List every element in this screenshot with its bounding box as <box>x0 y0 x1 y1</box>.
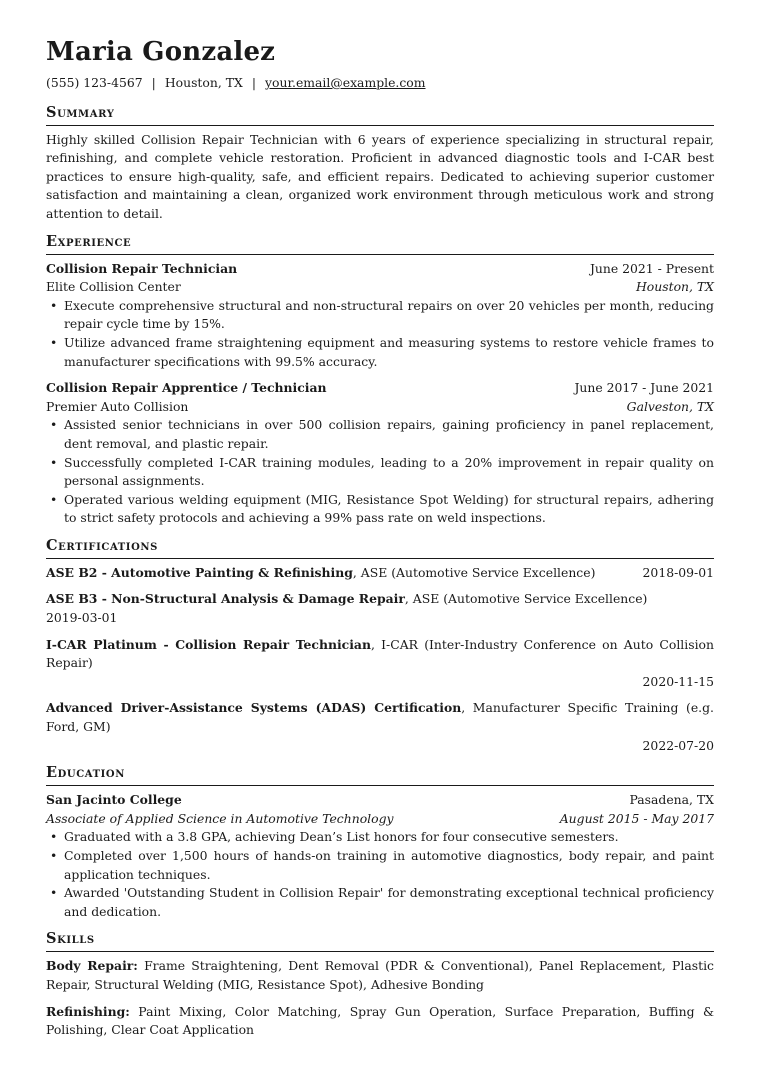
job-company: Premier Auto Collision <box>46 398 189 414</box>
job-entry <box>46 379 714 528</box>
education-dates: August 2015 - May 2017 <box>559 810 714 826</box>
job-dates: June 2021 - Present <box>589 260 714 276</box>
cert-name: Advanced Driver-Assistance Systems (ADAS) Certification <box>46 700 462 716</box>
cert-date: 2018-09-01 <box>642 564 714 580</box>
job-role: Collision Repair Apprentice / Technician <box>46 380 327 396</box>
job-location: Houston, TX <box>636 279 714 295</box>
cert-name: I-CAR Platinum - Collision Repair Technician <box>46 636 371 652</box>
section-title-certifications: Certifications <box>46 536 714 559</box>
cert-name: ASE B2 - Automotive Painting & Refinishing <box>46 564 353 580</box>
job-bullets <box>46 297 714 371</box>
cert-issuer: , I-CAR (Inter-Industry Conference on Auto Collision Repair) <box>46 636 714 671</box>
job-dates: June 2017 - June 2021 <box>574 380 714 396</box>
separator: | <box>251 75 257 90</box>
phone: (555) 123-4567 <box>46 75 143 90</box>
bullet-item: • Successfully completed I-CAR training modules, leading to a 20% improvement in repair quality on personal assignments. <box>64 454 714 491</box>
contact-line <box>46 74 714 93</box>
skill-label: Refinishing: <box>46 1003 130 1019</box>
skill-group <box>46 1003 714 1040</box>
degree: Associate of Applied Science in Automotive Technology <box>46 810 394 826</box>
certification-item <box>46 590 714 627</box>
section-title-education: Education <box>46 763 714 786</box>
candidate-name: Maria Gonzalez <box>46 37 276 67</box>
section-title-summary: Summary <box>46 103 714 126</box>
skill-label: Body Repair: <box>46 958 138 974</box>
skill-text: Frame Straightening, Dent Removal (PDR & Conventional), Panel Replacement, Plastic Repair, Structural Welding (MIG, Resistance Spot), Adhesive Bonding <box>46 958 714 992</box>
job-bullets <box>46 416 714 528</box>
certification-item <box>46 699 714 755</box>
section-title-skills: Skills <box>46 929 714 952</box>
certification-item <box>46 564 714 583</box>
education-bullets <box>46 828 714 921</box>
bullet-item: • Completed over 1,500 hours of hands-on training in automotive diagnostics, body repair, and paint application techniques. <box>64 847 714 884</box>
bullet-item: • Operated various welding equipment (MIG, Resistance Spot Welding) for structural repairs, adhering to strict safety protocols and achieving a 99% pass rate on weld inspections. <box>64 491 714 528</box>
bullet-item: • Execute comprehensive structural and non-structural repairs on over 20 vehicles per month, reducing repair cycle time by 15%. <box>64 297 714 334</box>
cert-issuer: , ASE (Automotive Service Excellence) <box>404 591 648 607</box>
certification-item <box>46 636 714 692</box>
cert-name: ASE B3 - Non-Structural Analysis & Damage Repair <box>46 591 405 607</box>
school-name: San Jacinto College <box>46 792 182 808</box>
job-entry <box>46 260 714 372</box>
cert-issuer: , ASE (Automotive Service Excellence) <box>352 564 596 580</box>
job-location: Galveston, TX <box>626 398 714 414</box>
school-location: Pasadena, TX <box>629 792 714 808</box>
cert-date: 2020-11-15 <box>642 673 714 689</box>
bullet-item: • Graduated with a 3.8 GPA, achieving Dean’s List honors for four consecutive semesters. <box>64 828 714 847</box>
bullet-item: • Assisted senior technicians in over 500 collision repairs, gaining proficiency in panel replacement, dent removal, and plastic repair. <box>64 416 714 453</box>
separator: | <box>151 75 156 90</box>
cert-date: 2019-03-01 <box>46 610 118 626</box>
bullet-item: • Awarded 'Outstanding Student in Collision Repair' for demonstrating exceptional technical proficiency and dedication. <box>64 884 714 921</box>
summary-text: Highly skilled Collision Repair Technician with 6 years of experience specializing in structural repair, refinishing, and complete vehicle restoration. Proficient in advanced diagnostic tools and I-CAR best practices to ensure high-quality, safe, and efficient repairs. Dedicated to achieving superior customer satisfaction and maintaining a clean, organized work environment through meticulous work and strong attention to detail. <box>46 131 714 221</box>
email-link[interactable]: your.email@example.com <box>265 75 426 90</box>
section-title-experience: Experience <box>46 232 714 255</box>
skill-text: Paint Mixing, Color Matching, Spray Gun Operation, Surface Preparation, Buffing & Polishing, Clear Coat Application <box>46 1003 714 1038</box>
cert-issuer: , Manufacturer Specific Training (e.g. Ford, GM) <box>46 700 714 735</box>
cert-date: 2022-07-20 <box>642 737 714 753</box>
bullet-item: • Utilize advanced frame straightening equipment and measuring systems to restore vehicle frames to manufacturer specifications with 99.5% accuracy. <box>64 334 714 371</box>
job-company: Elite Collision Center <box>46 279 181 295</box>
education-entry <box>46 791 714 921</box>
location: Houston, TX <box>164 75 243 90</box>
skill-group <box>46 957 714 994</box>
job-role: Collision Repair Technician <box>46 260 238 276</box>
